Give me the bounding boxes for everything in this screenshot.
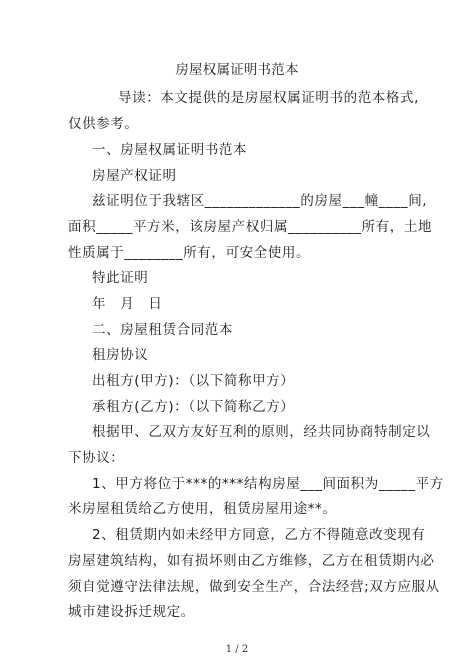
clause-2-cont: 房屋建筑结构，如有损坏则由乙方维修，乙方在租赁期内必 bbox=[68, 553, 435, 569]
clause-1-cont: 米房屋租赁给乙方使用，租赁房屋用途**。 bbox=[68, 501, 337, 517]
section-heading-1: 一、房屋权属证明书范本 bbox=[92, 142, 248, 158]
clause-2: 2、租赁期内如未经甲方同意，乙方不得随意改变现有 bbox=[92, 527, 426, 543]
page-number: 1 / 2 bbox=[225, 644, 249, 655]
subheading-agreement: 租房协议 bbox=[92, 347, 149, 363]
body-line: 性质属于________所有，可安全使用。 bbox=[68, 245, 311, 261]
section-heading-2: 二、房屋租赁合同范本 bbox=[92, 322, 233, 338]
clause-2-cont: 城市建设拆迁规定。 bbox=[68, 604, 195, 620]
date-line: 年 月 日 bbox=[92, 296, 163, 312]
certification-text: 特此证明 bbox=[92, 270, 149, 286]
body-line: 下协议： bbox=[68, 450, 125, 466]
intro-line-1: 导读：本文提供的是房屋权属证明书的范本格式, bbox=[118, 90, 419, 106]
party-lessor: 出租方(甲方)：（以下简称甲方） bbox=[92, 373, 295, 389]
subheading-proof: 房屋产权证明 bbox=[92, 168, 177, 184]
body-line: 兹证明位于我辖区_____________的房屋___幢____间, bbox=[92, 193, 428, 209]
clause-1: 1、甲方将位于***的***结构房屋___间面积为_____平方 bbox=[92, 476, 444, 492]
document-title: 房屋权属证明书范本 bbox=[175, 62, 299, 78]
body-line: 面积_____平方米，该房屋产权归属__________所有，土地 bbox=[68, 219, 433, 235]
clause-2-cont: 须自觉遵守法律法规，做到安全生产，合法经营;双方应服从 bbox=[68, 579, 440, 595]
party-lessee: 承租方(乙方)：（以下简称乙方） bbox=[92, 399, 295, 415]
intro-line-2: 仅供参考。 bbox=[68, 116, 139, 132]
body-line: 根据甲、乙双方友好互利的原则，经共同协商特制定以 bbox=[92, 424, 431, 440]
